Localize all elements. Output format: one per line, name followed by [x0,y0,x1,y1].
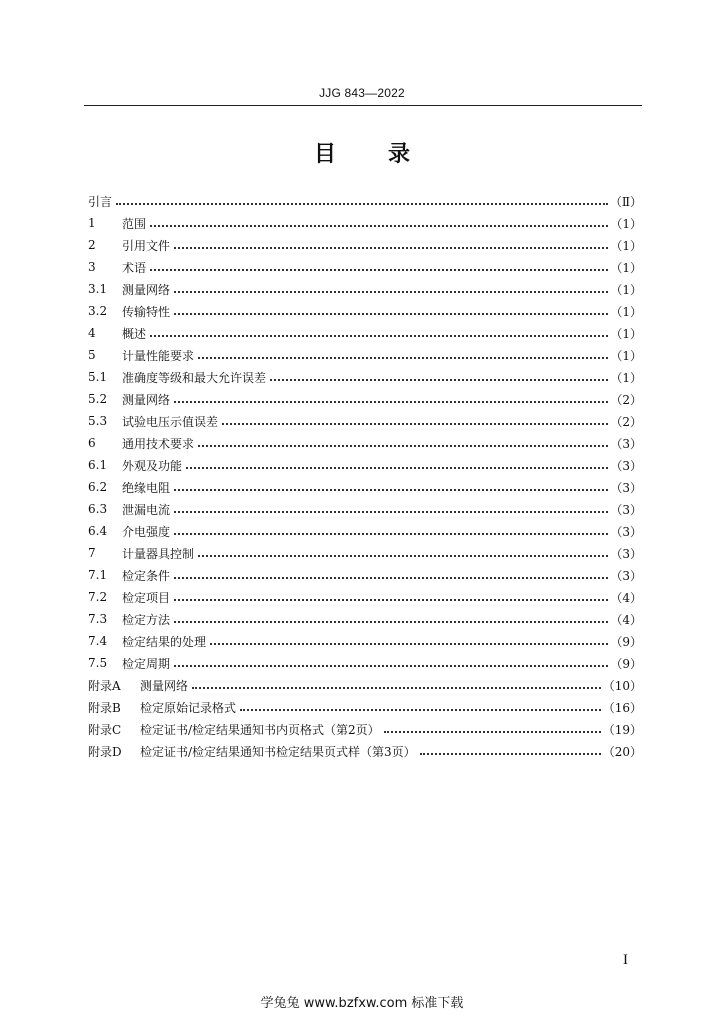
toc-entry[interactable] [88,366,642,388]
toc-entry-page: （3） [610,458,642,473]
toc-entry-label: 试验电压示值误差 [122,414,219,429]
toc-entry-label: 概述 [122,326,147,341]
header-rule [84,105,642,106]
toc-entry-number: 附录C [88,722,122,737]
toc-entry-page: （3） [610,568,642,583]
toc-entry[interactable] [88,498,642,520]
toc-entry-label: 检定方法 [122,612,171,627]
toc-leader-dots [174,499,608,513]
toc-entry-page: （Ⅱ） [609,194,642,209]
toc-entry-number: 7.4 [88,634,108,648]
toc-entry-number: 6.3 [88,502,108,516]
toc-entry-number: 6.4 [88,524,108,538]
table-of-contents [88,190,642,762]
toc-entry-label: 检定条件 [122,568,171,583]
toc-entry[interactable] [88,674,642,696]
toc-entry[interactable] [88,542,642,564]
toc-entry[interactable] [88,322,642,344]
toc-entry-label: 计量器具控制 [122,546,195,561]
toc-entry-page: （1） [610,282,642,297]
toc-entry-number: 6 [88,436,96,450]
toc-leader-dots [174,653,608,667]
toc-entry-label: 检定结果的处理 [122,634,207,649]
toc-leader-dots [240,697,601,711]
toc-entry-page: （1） [610,304,642,319]
page-number: I [623,952,628,968]
title-char-1: 目 [313,142,336,167]
toc-entry-page: （16） [602,700,642,715]
toc-entry-page: （3） [610,436,642,451]
toc-entry-label: 检定证书/检定结果通知书检定结果页式样（第3页） [140,744,416,759]
toc-entry-label: 测量网络 [122,392,171,407]
toc-entry-label: 介电强度 [122,524,171,539]
toc-leader-dots [186,455,608,469]
toc-entry[interactable] [88,696,642,718]
toc-entry[interactable] [88,410,642,432]
toc-entry-page: （3） [610,480,642,495]
toc-entry-page: （2） [610,392,642,407]
toc-leader-dots [210,631,608,645]
toc-leader-dots [150,257,608,271]
toc-entry[interactable] [88,388,642,410]
toc-entry[interactable] [88,190,642,212]
toc-entry-number: 5 [88,348,96,362]
toc-entry-number: 1 [88,216,96,230]
toc-entry-page: （4） [610,590,642,605]
toc-entry-label: 绝缘电阻 [122,480,171,495]
toc-entry-number: 7 [88,546,96,560]
toc-entry[interactable] [88,476,642,498]
toc-leader-dots [198,345,608,359]
toc-leader-dots [198,433,608,447]
toc-entry-number: 4 [88,326,96,340]
toc-entry[interactable] [88,256,642,278]
toc-entry-number: 5.2 [88,392,108,406]
toc-entry[interactable] [88,234,642,256]
toc-entry-number: 3.2 [88,304,108,318]
toc-entry-label: 测量网络 [122,282,171,297]
toc-entry-number: 7.2 [88,590,108,604]
toc-entry-label: 引言 [88,194,113,209]
toc-entry-label: 测量网络 [140,678,189,693]
toc-entry-number: 7.1 [88,568,108,582]
toc-entry[interactable] [88,608,642,630]
toc-entry-label: 准确度等级和最大允许误差 [122,370,267,385]
toc-entry-label: 泄漏电流 [122,502,171,517]
toc-entry-label: 计量性能要求 [122,348,195,363]
toc-leader-dots [174,521,608,535]
standard-code-header: JJG 843—2022 [319,86,405,100]
toc-entry-number: 6.1 [88,458,108,472]
toc-entry-page: （10） [602,678,642,693]
toc-entry[interactable] [88,564,642,586]
toc-leader-dots [270,367,608,381]
toc-entry-page: （4） [610,612,642,627]
toc-leader-dots [174,235,608,249]
toc-entry-label: 引用文件 [122,238,171,253]
toc-entry[interactable] [88,212,642,234]
toc-entry-number: 附录D [88,744,122,759]
toc-entry-page: （1） [610,370,642,385]
footer-watermark: 学兔兔 www.bzfxw.com 标准下载 [260,996,464,1011]
toc-leader-dots [150,323,608,337]
toc-entry[interactable] [88,278,642,300]
toc-entry-number: 7.5 [88,656,108,670]
toc-entry-page: （3） [610,546,642,561]
toc-entry-number: 6.2 [88,480,108,494]
toc-entry-page: （9） [610,634,642,649]
toc-entry[interactable] [88,718,642,740]
toc-entry[interactable] [88,344,642,366]
toc-leader-dots [192,675,601,689]
toc-entry[interactable] [88,432,642,454]
toc-entry[interactable] [88,454,642,476]
toc-entry-page: （9） [610,656,642,671]
toc-leader-dots [384,719,601,733]
toc-leader-dots [174,301,608,315]
toc-title [0,137,724,168]
toc-entry-page: （20） [602,744,642,759]
toc-entry-label: 检定原始记录格式 [140,700,237,715]
toc-entry-page: （1） [610,348,642,363]
toc-entry[interactable] [88,300,642,322]
toc-leader-dots [174,587,608,601]
toc-entry-page: （19） [602,722,642,737]
toc-entry-page: （1） [610,216,642,231]
toc-leader-dots [174,565,608,579]
toc-entry[interactable] [88,652,642,674]
toc-entry-number: 2 [88,238,96,252]
toc-entry-number: 5.1 [88,370,108,384]
toc-entry-number: 附录B [88,700,121,715]
toc-leader-dots [174,609,608,623]
toc-entry[interactable] [88,586,642,608]
toc-leader-dots [116,191,608,205]
toc-entry[interactable] [88,740,642,762]
toc-entry-page: （1） [610,238,642,253]
toc-entry-page: （1） [610,260,642,275]
toc-entry-number: 3 [88,260,96,274]
toc-entry-number: 7.3 [88,612,108,626]
toc-entry[interactable] [88,520,642,542]
toc-entry-label: 通用技术要求 [122,436,195,451]
toc-entry-label: 范围 [122,216,147,231]
toc-leader-dots [174,477,608,491]
toc-leader-dots [420,741,601,755]
toc-entry[interactable] [88,630,642,652]
toc-entry-number: 3.1 [88,282,108,296]
toc-leader-dots [174,389,608,403]
toc-entry-label: 术语 [122,260,147,275]
title-char-2: 录 [388,142,411,167]
toc-entry-page: （2） [610,414,642,429]
toc-leader-dots [198,543,608,557]
toc-entry-page: （3） [610,524,642,539]
toc-entry-label: 传输特性 [122,304,171,319]
toc-entry-label: 检定周期 [122,656,171,671]
toc-entry-number: 附录A [88,678,121,693]
toc-entry-page: （3） [610,502,642,517]
toc-entry-label: 检定项目 [122,590,171,605]
toc-entry-page: （1） [610,326,642,341]
toc-entry-number: 5.3 [88,414,108,428]
toc-leader-dots [222,411,608,425]
toc-leader-dots [150,213,608,227]
toc-leader-dots [174,279,608,293]
toc-entry-label: 检定证书/检定结果通知书内页格式（第2页） [140,722,380,737]
toc-entry-label: 外观及功能 [122,458,183,473]
